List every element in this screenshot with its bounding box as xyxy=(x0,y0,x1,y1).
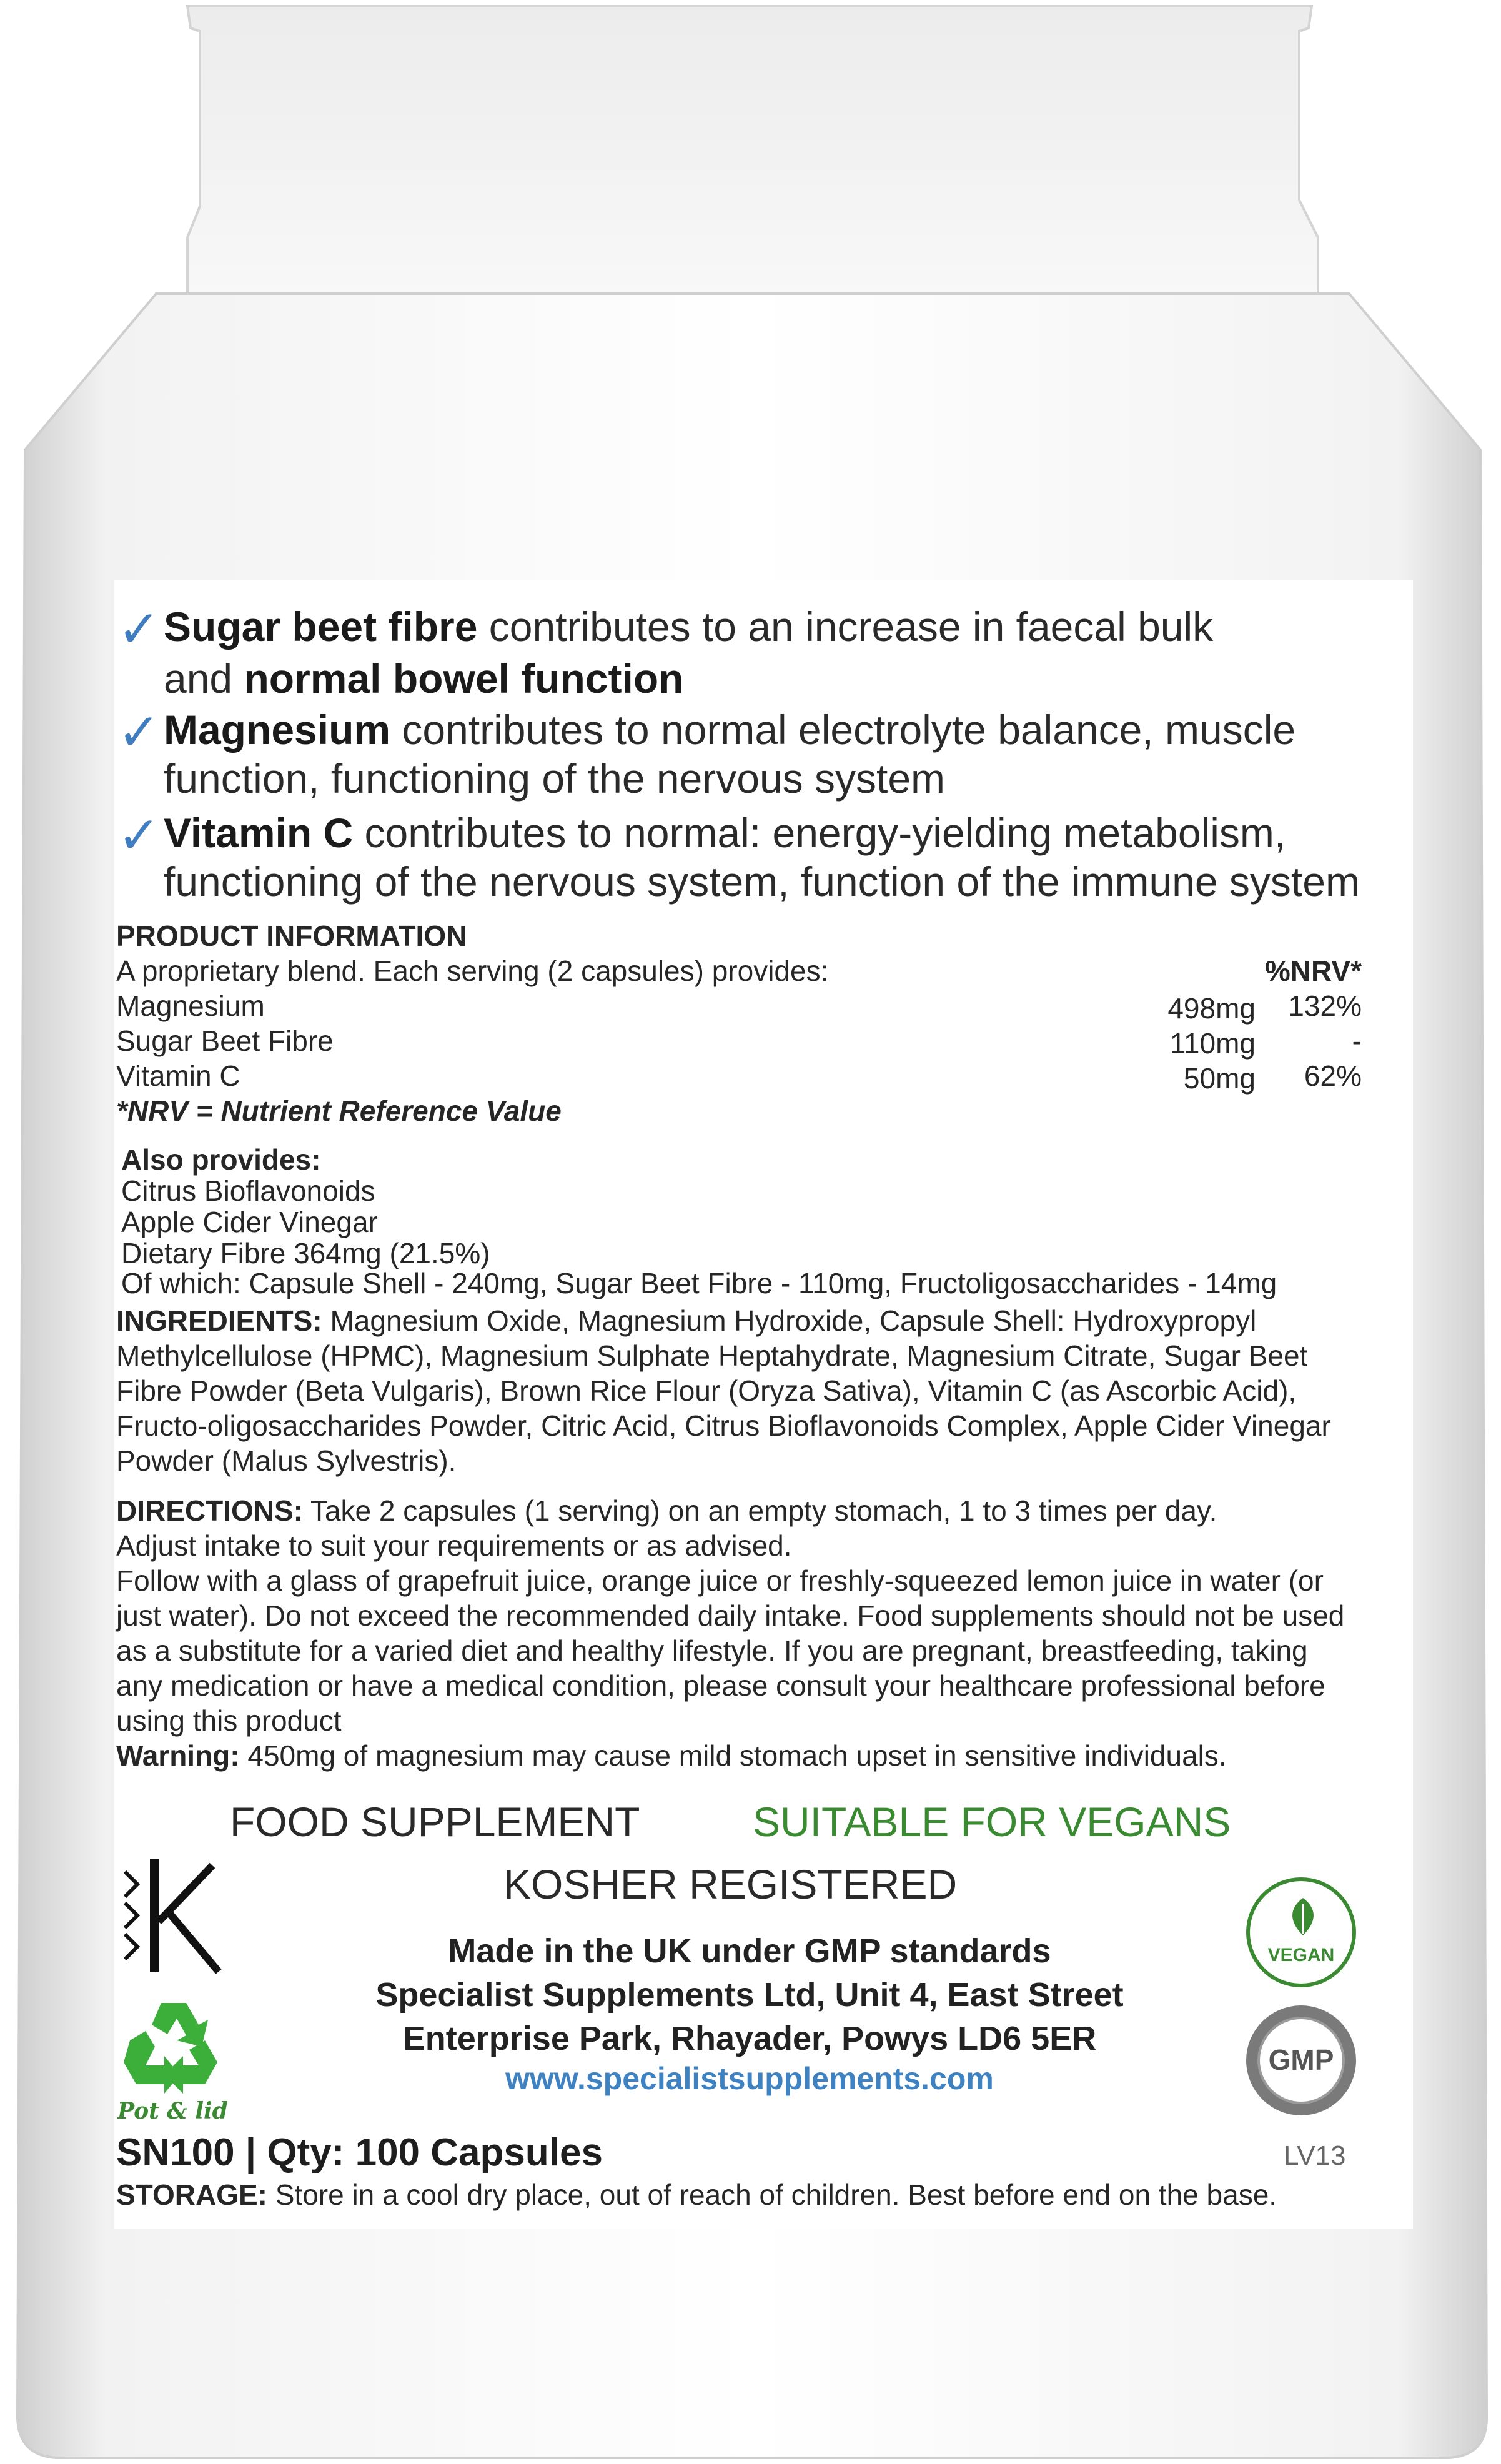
website-link[interactable]: www.specialistsupplements.com xyxy=(505,2061,994,2096)
serving-line: A proprietary blend. Each serving (2 capsules) provides: xyxy=(116,955,829,987)
food-supplement-text: FOOD SUPPLEMENT xyxy=(230,1799,640,1845)
directions-text: Take 2 capsules (1 serving) on an empty stomach, 1 to 3 times per day. xyxy=(303,1494,1217,1527)
directions-label: DIRECTIONS: xyxy=(116,1494,303,1527)
company-address-line2: Enterprise Park, Rhayader, Powys LD6 5ER xyxy=(402,2020,1097,2057)
sn-qty-text: SN100 | Qty: 100 Capsules xyxy=(116,2131,603,2174)
claim-sugar-beet-line2: and normal bowel function xyxy=(164,655,684,702)
vegan-logo-label: VEGAN xyxy=(1267,1945,1335,1965)
nutrient-name: Magnesium xyxy=(116,990,265,1022)
recycle-caption: Pot & lid xyxy=(117,2098,228,2124)
nutrient-nrv: 62% xyxy=(1304,1060,1362,1092)
nrv-note: *NRV = Nutrient Reference Value xyxy=(116,1095,562,1127)
nutrient-nrv: 132% xyxy=(1288,990,1362,1022)
claim-magnesium-line2: function, functioning of the nervous system xyxy=(164,755,946,802)
company-address-line1: Specialist Supplements Ltd, Unit 4, East Street xyxy=(375,1976,1124,2014)
also-provides-item: Citrus Bioflavonoids xyxy=(121,1175,375,1207)
directions-adjust: Adjust intake to suit your requirements or as advised. xyxy=(116,1529,792,1562)
nutrient-name: Vitamin C xyxy=(116,1060,240,1092)
claim-vitamin-c-line2: functioning of the nervous system, function of the immune system xyxy=(164,858,1360,905)
kosher-logo-icon xyxy=(119,1853,225,1978)
directions-block xyxy=(116,1493,1359,1773)
claim-sugar-beet-line1: Sugar beet fibre contributes to an increase in faecal bulk xyxy=(164,604,1214,650)
made-in-uk-line: Made in the UK under GMP standards xyxy=(448,1932,1051,1970)
recycle-icon xyxy=(117,1997,230,2103)
nutrient-amount: 498mg xyxy=(1167,992,1256,1025)
directions-follow: Follow with a glass of grapefruit juice, orange juice or freshly-squeezed lemon juice in water (or just water). Do not exceed the recommended daily intake. Food supplements should not be used as a substitute for a varied diet and healthy lifestyle. If you are pregnant, breastfeeding, taking any medication or have a medical condition, please consult your healthcare professional before using this product xyxy=(116,1564,1345,1737)
also-provides-item: Apple Cider Vinegar xyxy=(121,1206,378,1238)
storage-label: STORAGE: xyxy=(116,2178,267,2211)
gmp-logo-label: GMP xyxy=(1268,2044,1334,2076)
warning-label: Warning: xyxy=(116,1739,240,1772)
lv-code: LV13 xyxy=(1284,2140,1346,2171)
also-provides-item: Dietary Fibre 364mg (21.5%) xyxy=(121,1237,490,1269)
kosher-registered-text: KOSHER REGISTERED xyxy=(503,1861,958,1907)
nrv-header: %NRV* xyxy=(1264,955,1362,987)
nutrient-name: Sugar Beet Fibre xyxy=(116,1025,334,1057)
also-provides-item: Of which: Capsule Shell - 240mg, Sugar Beet Fibre - 110mg, Fructoligosaccharides - 14mg xyxy=(121,1267,1277,1299)
check-icon: ✓ xyxy=(117,806,161,865)
product-info-heading: PRODUCT INFORMATION xyxy=(116,920,467,952)
ingredients-text: Magnesium Oxide, Magnesium Hydroxide, Capsule Shell: Hydroxypropyl Methylcellulose (HPMC), Magnesium Sulphate Heptahydrate, Magnesium Citrate, Sugar Beet Fibre Powder (Beta Vulgaris), Brown Rice Flour (Oryza Sativa), Vitamin C (as Ascorbic Acid), Fructo-oligosaccharides Powder, Citric Acid, Citrus Bioflavonoids Complex, Apple Cider Vinegar Powder (Malus Sylvestris). xyxy=(116,1304,1331,1477)
storage-text: Store in a cool dry place, out of reach of children. Best before end on the base. xyxy=(267,2178,1277,2211)
warning-text: 450mg of magnesium may cause mild stomach upset in sensitive individuals. xyxy=(239,1739,1227,1772)
claim-vitamin-c-line1: Vitamin C contributes to normal: energy-yielding metabolism, xyxy=(164,810,1286,856)
nutrient-amount: 110mg xyxy=(1169,1027,1256,1060)
vegan-logo-icon xyxy=(1246,1877,1356,1987)
also-provides-heading: Also provides: xyxy=(121,1143,321,1176)
claim-magnesium-line1: Magnesium contributes to normal electrolyte balance, muscle xyxy=(164,707,1296,753)
leaf-icon xyxy=(1281,1895,1325,1939)
ingredients-block xyxy=(116,1303,1359,1478)
storage-line xyxy=(116,2177,1277,2212)
nutrient-amount: 50mg xyxy=(1183,1062,1256,1095)
check-icon: ✓ xyxy=(117,703,161,762)
check-icon: ✓ xyxy=(117,600,161,659)
nutrient-nrv: - xyxy=(1352,1025,1362,1057)
gmp-logo-icon xyxy=(1246,2005,1356,2115)
suitable-for-vegans-text: SUITABLE FOR VEGANS xyxy=(753,1799,1231,1845)
ingredients-label: INGREDIENTS: xyxy=(116,1304,322,1337)
